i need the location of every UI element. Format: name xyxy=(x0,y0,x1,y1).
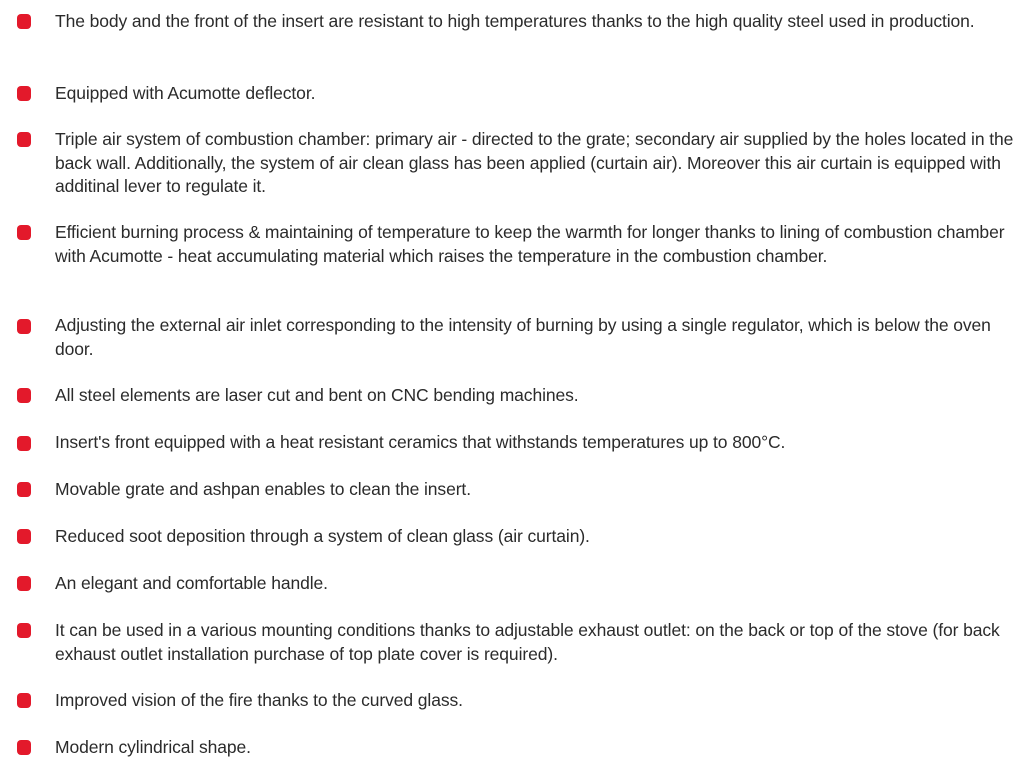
feature-text: Adjusting the external air inlet corresponding to the intensity of burning by using a single regulator, which is below the oven door. xyxy=(55,315,991,359)
bullet-icon xyxy=(17,436,31,451)
feature-text: The body and the front of the insert are resistant to high temperatures thanks to the high quality steel used in production. xyxy=(55,11,975,31)
bullet-icon xyxy=(17,132,31,147)
bullet-icon xyxy=(17,86,31,101)
bullet-icon xyxy=(17,388,31,403)
bullet-icon xyxy=(17,319,31,334)
bullet-icon xyxy=(17,529,31,544)
bullet-icon xyxy=(17,14,31,29)
feature-text: Efficient burning process & maintaining of temperature to keep the warmth for longer thanks to lining of combustion chamber with Acumotte - heat accumulating material which raises the temperature in the combustion chamber. xyxy=(55,222,1005,266)
feature-text: An elegant and comfortable handle. xyxy=(55,573,328,593)
bullet-icon xyxy=(17,225,31,240)
feature-text: Improved vision of the fire thanks to the curved glass. xyxy=(55,690,463,710)
bullet-icon xyxy=(17,693,31,708)
feature-text: Insert's front equipped with a heat resistant ceramics that withstands temperatures up to 800°C. xyxy=(55,432,786,452)
feature-text: Triple air system of combustion chamber: primary air - directed to the grate; secondary air supplied by the holes located in the back wall. Additionally, the system of air clean glass has been applied (curtain air). Moreover this air curtain is equipped with additinal lever to regulate it. xyxy=(55,129,1014,196)
feature-text: Modern cylindrical shape. xyxy=(55,737,251,757)
bullet-icon xyxy=(17,623,31,638)
feature-text: It can be used in a various mounting conditions thanks to adjustable exhaust outlet: on the back or top of the stove (for back exhaust outlet installation purchase of top plate cover is required). xyxy=(55,620,1000,664)
bullet-icon xyxy=(17,482,31,497)
feature-text: Equipped with Acumotte deflector. xyxy=(55,83,316,103)
feature-text: Movable grate and ashpan enables to clean the insert. xyxy=(55,479,471,499)
feature-text: Reduced soot deposition through a system of clean glass (air curtain). xyxy=(55,526,590,546)
bullet-icon xyxy=(17,576,31,591)
feature-text: All steel elements are laser cut and bent on CNC bending machines. xyxy=(55,385,579,405)
bullet-icon xyxy=(17,740,31,755)
